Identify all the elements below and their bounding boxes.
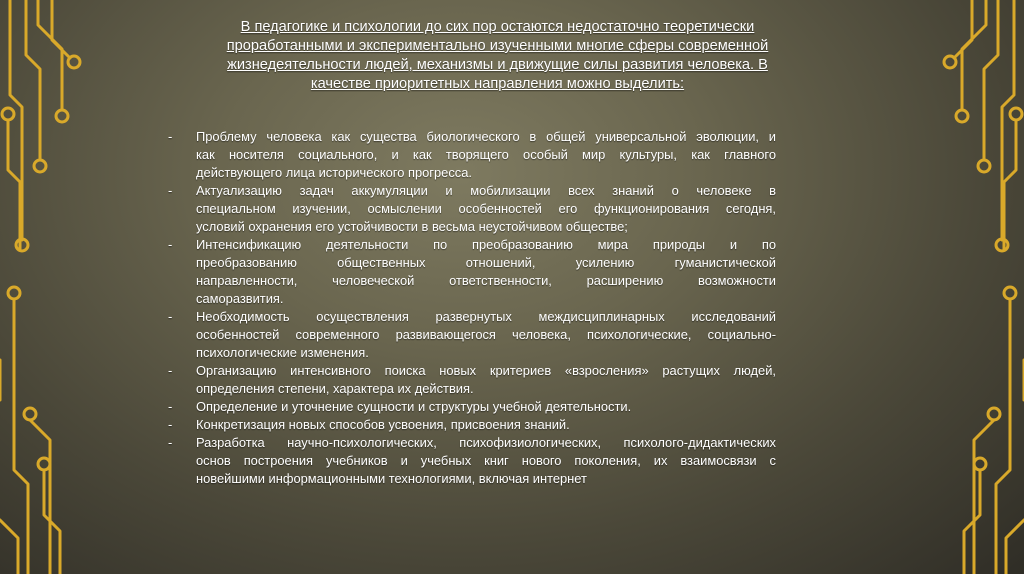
list-item-line: специальном изучении, осмыслении особенностей его функционирования сегодня,	[196, 201, 776, 216]
list-item-line: Конкретизация новых способов усвоения, присвоения знаний.	[196, 417, 570, 432]
list-item	[168, 128, 776, 182]
title-line: В педагогике и психологии до сих пор остаются недостаточно теоретически	[240, 19, 755, 35]
list-item-line: особенностей современного развивающегося человека, психологические, социально-	[196, 327, 776, 342]
list-item-text	[196, 236, 776, 308]
list-item-line: как носителя социального, и как творящего особый мир культуры, как главного	[196, 147, 776, 162]
slide-title	[190, 18, 805, 94]
list-item-text	[196, 398, 776, 416]
list-item-line: действующего лица исторического прогресса.	[196, 165, 472, 180]
list-item	[168, 182, 776, 236]
list-item-line: Разработка научно-психологических, психофизиологических, психолого-дидактических	[196, 435, 776, 450]
bullet-dash: -	[168, 129, 173, 144]
title-line: качестве приоритетных направления можно выделить:	[310, 76, 685, 92]
list-item-line: Актуализацию задач аккумуляции и мобилизации всех знаний о человеке в	[196, 183, 776, 198]
title-line: проработанными и экспериментально изученными многие сферы современной	[226, 38, 769, 54]
list-item-text	[196, 128, 776, 182]
list-item	[168, 416, 776, 434]
list-item-line: Интенсификацию деятельности по преобразованию мира природы и по	[196, 237, 776, 252]
list-item-text	[196, 182, 776, 236]
right-circuit-icon	[944, 0, 1024, 574]
list-item	[168, 362, 776, 398]
bullet-dash: -	[168, 237, 173, 252]
list-item-text	[196, 308, 776, 362]
list-item-text	[196, 416, 776, 434]
list-item	[168, 434, 776, 488]
list-item	[168, 398, 776, 416]
list-item	[168, 308, 776, 362]
list-item-text	[196, 434, 776, 488]
list-item-line: преобразованию общественных отношений, усилению гуманистической	[196, 255, 776, 270]
bullet-list	[168, 128, 776, 488]
bullet-dash: -	[168, 363, 173, 378]
list-item-line: Необходимость осуществления развернутых междисциплинарных исследований	[196, 309, 776, 324]
list-item-line: условий охранения его устойчивости в весьма неустойчивом обществе;	[196, 219, 628, 234]
left-circuit-icon	[0, 0, 80, 574]
bullet-dash: -	[168, 309, 173, 324]
title-line: жизнедеятельности людей, механизмы и движущие силы развития человека. В	[227, 57, 768, 73]
bullet-dash: -	[168, 399, 173, 414]
list-item	[168, 236, 776, 308]
bullet-dash: -	[168, 435, 173, 450]
list-item-line: психологические изменения.	[196, 345, 369, 360]
list-item-line: Организацию интенсивного поиска новых критериев «взросления» растущих людей,	[196, 363, 776, 378]
list-item-line: определения степени, характера их действия.	[196, 381, 474, 396]
bullet-dash: -	[168, 183, 173, 198]
list-item-line: основ построения учебников и учебных книг нового поколения, их взаимосвязи с	[196, 453, 776, 468]
list-item-line: новейшими информационными технологиями, включая интернет	[196, 471, 587, 486]
bullet-dash: -	[168, 417, 173, 432]
list-item-line: Определение и уточнение сущности и структуры учебной деятельности.	[196, 399, 632, 414]
list-item-line: Проблему человека как существа биологического в общей универсальной эволюции, и	[196, 129, 776, 144]
list-item-line: саморазвития.	[196, 291, 284, 306]
list-item-text	[196, 362, 776, 398]
list-item-line: направленности, человеческой ответственности, расширению возможности	[196, 273, 776, 288]
